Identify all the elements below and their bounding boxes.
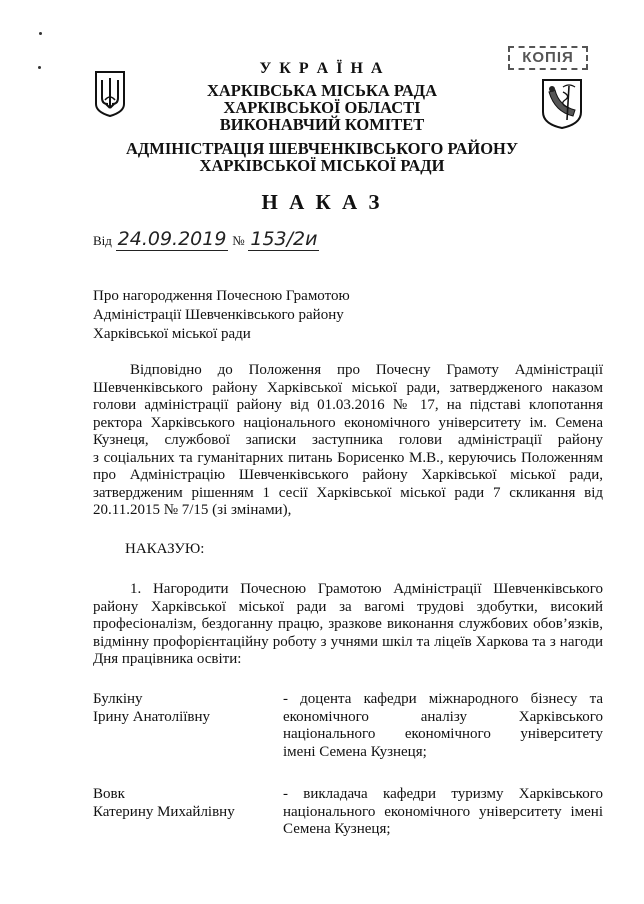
awardee-given-name: Ірину Анатоліївну: [93, 708, 211, 725]
scan-speck: [39, 32, 42, 35]
number-prefix: №: [232, 233, 245, 248]
copy-stamp: КОПІЯ: [508, 46, 588, 70]
document-type-title: Н А К А З: [261, 190, 383, 214]
awardee-position: [283, 786, 603, 839]
preamble-paragraph: [93, 362, 603, 520]
awardee-name: [93, 786, 235, 821]
date-prefix: Від: [93, 233, 112, 248]
preamble-line: 20.11.2015 № 7/15 (зі змінами),: [93, 502, 292, 518]
item-1-line: Дня працівника освіти:: [93, 651, 242, 667]
position-line: Семена Кузнеця;: [283, 821, 391, 837]
preamble-line: голови адміністрації району від 01.03.2016 № 17, на підставі клопотання: [93, 397, 603, 413]
awardee-name: [93, 691, 210, 726]
country-title: У К Р А Ї Н А: [259, 60, 385, 77]
awardee-position: [283, 691, 603, 761]
order-operative-word: НАКАЗУЮ:: [125, 541, 205, 557]
council-name-line1: ХАРКІВСЬКА МІСЬКА РАДА: [206, 81, 438, 100]
preamble-line: Кузнеця, службової записки заступника голови адміністрації району: [93, 432, 603, 448]
order-date-line: [93, 228, 319, 254]
order-number: 153/2и: [250, 228, 318, 250]
order-subject: [93, 287, 350, 344]
subject-line: Про нагородження Почесною Грамотою: [93, 288, 350, 304]
preamble-line: ректора Харківського національного економічного університету ім. Семена: [93, 414, 603, 431]
administration-name-line2: ХАРКІВСЬКОЇ МІСЬКОЇ РАДИ: [199, 156, 445, 175]
order-date: 24.09.2019: [117, 228, 227, 250]
awardee-given-name: Катерину Михайлівну: [93, 803, 235, 820]
item-1-line: району Харківської міської ради за вагомі трудові здобутки, високий: [93, 598, 603, 615]
administration-name-line1: АДМІНІСТРАЦІЯ ШЕВЧЕНКІВСЬКОГО РАЙОНУ: [125, 139, 519, 158]
item-1-line: професіоналізм, бездоганну працю, зразкове виконання службових обов’язків,: [93, 616, 603, 632]
preamble-line: Шевченківського району Харківської міської ради, затвердженого наказом: [93, 379, 603, 396]
preamble-line: Відповідно до Положення про Почесну Грамоту Адміністрації: [130, 362, 603, 378]
subject-line: Адміністрації Шевченківського району: [93, 307, 344, 323]
position-line: національного економічного університету імені: [283, 803, 603, 820]
position-line: національного економічного університету: [283, 726, 603, 742]
preamble-line: про Адміністрацію Шевченківського району Харківської міської ради,: [93, 467, 603, 483]
item-1-paragraph: [93, 581, 603, 669]
item-1-line: 1. Нагородити Почесною Грамотою Адміністрації Шевченківського: [130, 581, 603, 597]
position-line: - доцента кафедри міжнародного бізнесу та: [283, 691, 603, 707]
item-1-line: відмінну профорієнтаційну роботу з учнями шкіл та ліцеїв Харкова та з нагоди: [93, 633, 603, 650]
position-line: економічного аналізу Харківського: [283, 708, 603, 725]
awardee-surname: Вовк: [93, 786, 125, 802]
subject-line: Харківської міської ради: [93, 326, 251, 342]
position-line: імені Семена Кузнеця;: [283, 743, 427, 760]
awardee-surname: Булкіну: [93, 691, 143, 707]
preamble-line: затвердженим рішенням 1 сесії Харківської міської ради 7 скликання від: [93, 484, 603, 501]
council-name-line2: ХАРКІВСЬКОЇ ОБЛАСТІ: [223, 98, 421, 117]
preamble-line: з соціальних та гуманітарних питань Борисенко М.В., керуючись Положенням: [93, 449, 603, 466]
executive-committee: ВИКОНАВЧИЙ КОМІТЕТ: [219, 115, 425, 134]
position-line: - викладача кафедри туризму Харківського: [283, 786, 603, 802]
